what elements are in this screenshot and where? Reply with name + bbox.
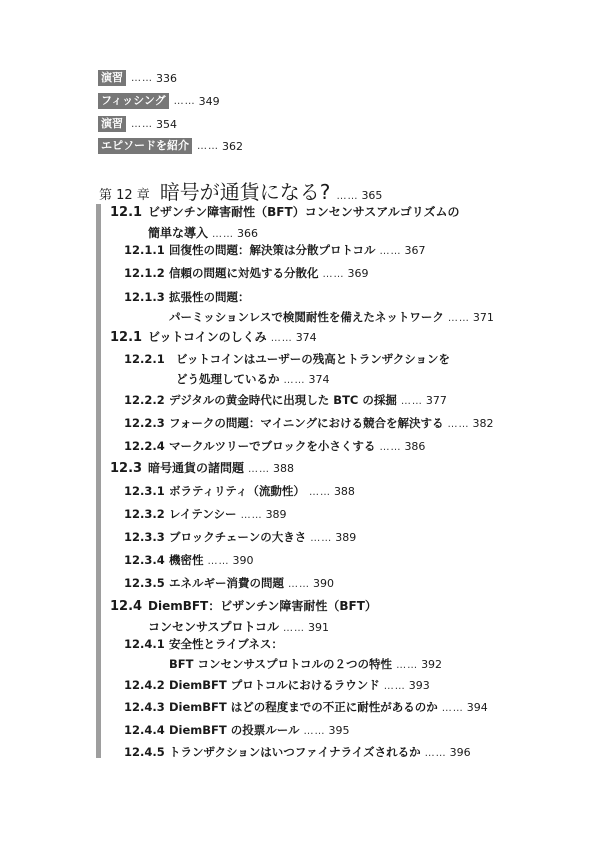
section-number: 12.1.3 [124,290,165,304]
toc-entry-12-2[interactable] [110,327,317,349]
item-tag: フィッシング [98,93,169,109]
toc-entry-12-1-3[interactable] [124,287,494,329]
page-number: 391 [308,621,330,634]
toc-entry-12-2-1[interactable] [124,349,450,391]
section-bar [96,204,101,758]
page-number: 377 [425,394,447,407]
section-number: 12.4.5 [124,745,165,759]
page-number: 349 [198,94,220,108]
section-number: 12.4.4 [124,723,165,737]
item-tag: 演習 [98,116,126,132]
section-title-cont: BFT コンセンサスプロトコルの２つの特性 [169,657,393,671]
section-number: 12.2.3 [124,416,165,430]
section-title-cont: パーミッションレスで検閲耐性を備えたネットワーク [169,310,444,324]
page-number: 366 [237,227,259,240]
chapter-heading[interactable] [99,176,382,205]
section-number: 12.4.3 [124,700,165,714]
toc-entry-12-3-2[interactable] [124,504,287,526]
section-title: ブロックチェーンの大きさ [169,530,307,544]
page-number: 374 [308,373,330,386]
section-number: 12.3 [110,461,143,476]
page-number: 374 [295,331,317,344]
toc-item-phishing[interactable] [98,92,220,110]
section-title: DiemBFT はどの程度までの不正に耐性があるのか [169,700,438,714]
toc-item-episode[interactable] [98,137,243,155]
leader-dots: …… [379,442,402,453]
item-tag: エピソードを紹介 [98,138,192,154]
leader-dots: …… [336,191,359,202]
toc-entry-12-4-1[interactable] [124,634,442,676]
page-number: 389 [265,508,287,521]
toc-entry-12-3[interactable] [110,458,294,480]
section-title: ビザンチン障害耐性（BFT）コンセンサスアルゴリズムの [148,205,460,219]
page-number: 382 [472,417,494,430]
section-title: トランザクションはいつファイナライズされるか [169,745,421,759]
page-number: 390 [232,554,254,567]
toc-item-exercise-1[interactable] [98,69,177,87]
toc-entry-12-4-4[interactable] [124,720,350,742]
section-number: 12.2.2 [124,393,165,407]
toc-entry-12-3-4[interactable] [124,550,254,572]
leader-dots: …… [283,375,306,386]
section-title: 機密性 [169,553,204,567]
leader-dots: …… [303,726,326,737]
section-number: 12.3.3 [124,530,165,544]
section-title: 安全性とライブネス： [169,637,283,651]
toc-entry-12-4-5[interactable] [124,742,471,764]
leader-dots: …… [400,396,423,407]
section-number: 12.4.2 [124,678,165,692]
page-number: 336 [156,71,177,85]
toc-entry-12-4-2[interactable] [124,675,430,697]
section-title-cont: コンセンサスプロトコル [148,620,280,634]
leader-dots: …… [248,464,271,475]
section-number: 12.4.1 [124,637,165,651]
page-number: 354 [156,117,177,131]
leader-dots: …… [131,72,153,84]
page-number: 393 [408,679,430,692]
leader-dots: …… [310,533,333,544]
toc-entry-12-1[interactable] [110,202,460,245]
leader-dots: …… [447,419,470,430]
section-title-cont: どう処理しているか [176,372,280,386]
section-number: 12.2.4 [124,439,165,453]
section-title: DiemBFT の投票ルール [169,723,300,737]
section-number: 12.3.1 [124,484,165,498]
section-title: デジタルの黄金時代に出現した BTC の採掘 [169,393,397,407]
section-title: ボラティリティ（流動性） [169,484,305,498]
toc-item-exercise-2[interactable] [98,115,177,133]
page-number: 367 [404,244,426,257]
leader-dots: …… [441,703,464,714]
page-number: 371 [472,311,494,324]
page-number: 389 [335,531,357,544]
section-title: ビットコインのしくみ [148,330,267,344]
section-number: 12.3.4 [124,553,165,567]
leader-dots: …… [270,333,293,344]
page-number: 390 [313,577,334,590]
section-number: 12.1 [110,205,143,220]
page-number: 395 [328,724,350,737]
toc-entry-12-4[interactable] [110,596,377,639]
toc-entry-12-2-4[interactable] [124,436,425,458]
toc-entry-12-2-3[interactable] [124,413,494,435]
leader-dots: …… [207,556,230,567]
leader-dots: …… [288,579,310,590]
leader-dots: …… [173,95,196,107]
toc-entry-12-2-2[interactable] [124,390,447,412]
section-title: DiemBFT プロトコルにおけるラウンド [169,678,380,692]
section-title: ビットコインはユーザーの残高とトランザクションを [176,352,451,366]
section-title: レイテンシー [169,507,237,521]
section-title: 回復性の問題：解決策は分散プロトコル [169,243,376,257]
page-number: 392 [421,658,443,671]
section-number: 12.3.5 [124,576,165,590]
leader-dots: …… [379,246,402,257]
leader-dots: …… [212,229,235,240]
toc-entry-12-4-3[interactable] [124,697,488,719]
section-title: エネルギー消費の問題 [169,576,284,590]
toc-entry-12-3-1[interactable] [124,481,355,503]
page-number: 394 [466,701,488,714]
leader-dots: …… [424,748,447,759]
leader-dots: …… [131,118,153,130]
section-number: 12.1.2 [124,266,165,280]
section-title-cont: 簡単な導入 [148,226,209,240]
toc-entry-12-3-5[interactable] [124,573,334,595]
page-number: 369 [347,267,369,280]
section-title: 暗号通貨の諸問題 [148,461,245,475]
section-title: 拡張性の問題： [169,290,250,304]
section-number: 12.1 [110,330,143,345]
leader-dots: …… [396,660,419,671]
section-number: 12.1.1 [124,243,165,257]
section-number: 12.3.2 [124,507,165,521]
section-number: 12.2.1 [124,352,165,366]
page-number: 396 [449,746,471,759]
chapter-label: 第 12 章 [99,188,150,203]
section-number: 12.4 [110,599,143,614]
page-number: 362 [222,139,243,153]
leader-dots: …… [322,269,345,280]
section-title: 信頼の問題に対処する分散化 [169,266,319,280]
page-number: 386 [404,440,426,453]
leader-dots: …… [197,140,219,152]
item-tag: 演習 [98,70,126,86]
page-number: 388 [273,462,295,475]
section-title: マークルツリーでブロックを小さくする [169,439,376,453]
toc-entry-12-3-3[interactable] [124,527,356,549]
chapter-title: 暗号が通貨になる? [159,180,331,204]
leader-dots: …… [240,510,263,521]
page-number: 365 [361,189,383,202]
leader-dots: …… [447,313,470,324]
toc-entry-12-1-2[interactable] [124,263,369,285]
toc-entry-12-1-1[interactable] [124,240,426,262]
leader-dots: …… [283,623,306,634]
section-title: DiemBFT：ビザンチン障害耐性（BFT） [148,599,377,613]
section-title: フォークの問題：マイニングにおける競合を解決する [169,416,444,430]
page-number: 388 [333,485,355,498]
leader-dots: …… [308,487,331,498]
leader-dots: …… [383,681,406,692]
